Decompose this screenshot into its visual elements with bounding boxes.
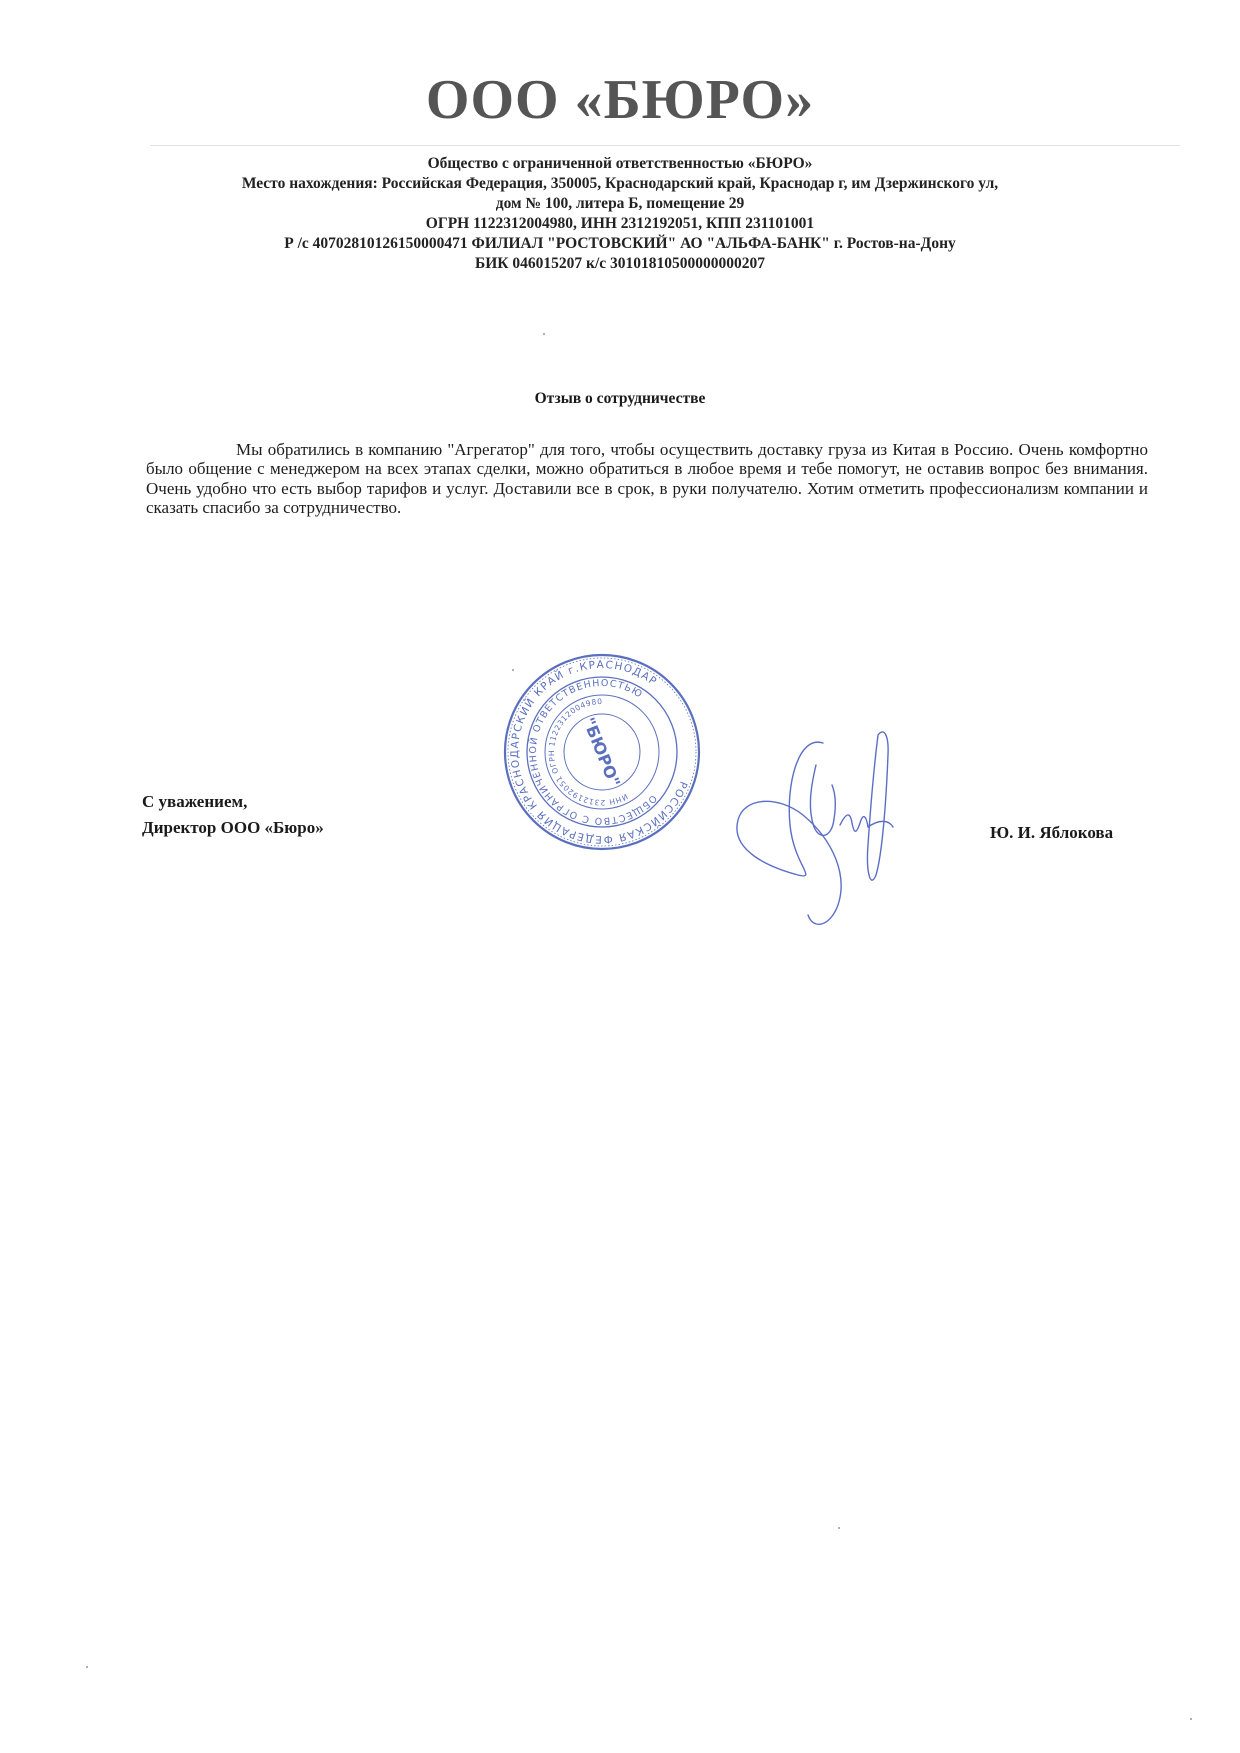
document-body: Мы обратились в компанию "Агрегатор" для того, чтобы осуществить доставку груза из Китая в Россию. Очень комфортно было общение с менеджером на всех этапах сделки, можно обратиться в любое время и тебе помогут, не оставив вопрос без внимания. Очень удобно что есть выбор тарифов и услуг. Доставили все в срок, в руки получателю. Хотим отметить профессионализм компании и сказать спасибо за сотрудничество. <box>146 440 1148 518</box>
scan-speck <box>512 669 514 671</box>
company-requisites <box>0 154 1240 274</box>
scan-speck <box>86 1666 88 1668</box>
company-address-line-1: Место нахождения: Российская Федерация, 350005, Краснодарский край, Краснодар г, им Дзержинского ул, <box>241 175 999 192</box>
scan-speck <box>543 333 545 335</box>
stamp-outer-text: РОССИЙСКАЯ ФЕДЕРАЦИЯ КРАСНОДАРСКИЙ КРАЙ г.КРАСНОДАР <box>508 658 690 846</box>
company-registration-numbers: ОГРН 1122312004980, ИНН 2312192051, КПП 231101001 <box>425 215 815 232</box>
company-address-line-2: дом № 100, литера Б, помещение 29 <box>495 195 745 212</box>
closing-block <box>142 789 324 841</box>
company-bank-account: Р /с 40702810126150000471 ФИЛИАЛ "РОСТОВСКИЙ" АО "АЛЬФА-БАНК" г. Ростов-на-Дону <box>284 235 956 252</box>
director-signature <box>728 715 928 935</box>
signer-position: Директор ООО «Бюро» <box>142 818 324 837</box>
company-stamp <box>502 652 702 852</box>
stamp-middle-text: ОБЩЕСТВО С ОГРАНИЧЕННОЙ ОТВЕТСТВЕННОСТЬЮ <box>527 677 659 827</box>
closing-regards: С уважением, <box>142 792 248 811</box>
company-bank-bik: БИК 046015207 к/с 30101810500000000207 <box>474 255 766 272</box>
signer-name: Ю. И. Яблокова <box>990 823 1114 842</box>
stamp-inner-text: ИНН 2312192051 ОГРН 1122312004980 <box>546 696 630 808</box>
letterhead-divider <box>150 145 1180 146</box>
company-title: ООО «БЮРО» <box>425 69 815 131</box>
company-full-name: Общество с ограниченной ответственностью «БЮРО» <box>427 155 813 172</box>
stamp-center-text: "БЮРО" <box>579 714 625 790</box>
document-title: Отзыв о сотрудничестве <box>534 390 706 407</box>
scan-speck <box>838 1527 840 1529</box>
scan-speck <box>1190 1718 1192 1720</box>
